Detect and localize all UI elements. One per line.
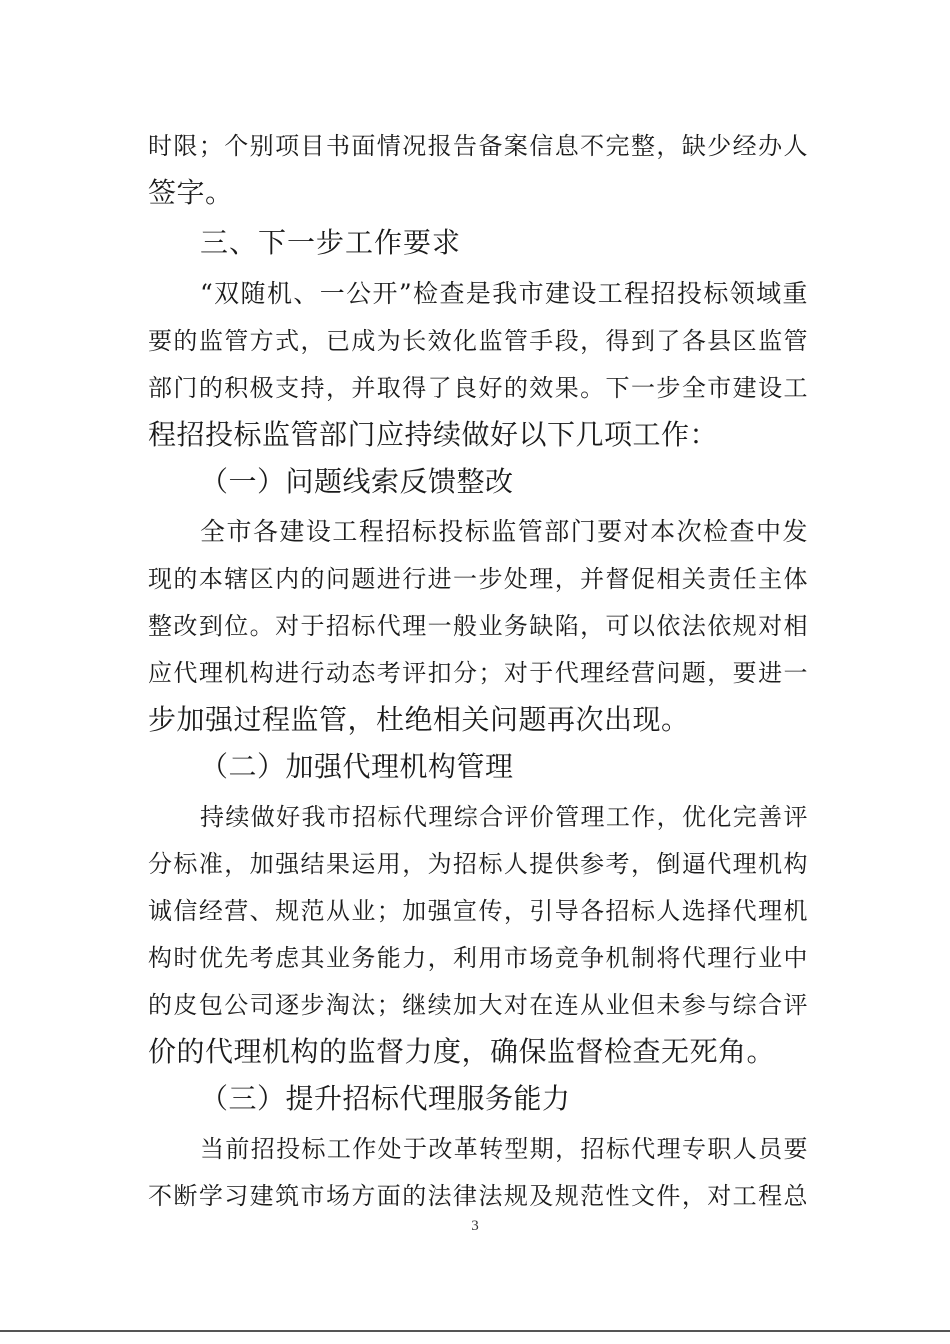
- section-heading: 三、下一步工作要求: [200, 226, 462, 259]
- body-line: 步加强过程监管，杜绝相关问题再次出现。: [148, 703, 690, 736]
- body-line: 的皮包公司逐步淘汰；继续加大对在连从业但未参与综合评: [148, 991, 808, 1019]
- body-line: 程招投标监管部门应持续做好以下几项工作：: [148, 418, 719, 451]
- subsection-heading: （一）问题线索反馈整改: [200, 465, 514, 498]
- body-line: 构时优先考虑其业务能力，利用市场竞争机制将代理行业中: [148, 944, 808, 972]
- page-number: 3: [471, 1218, 479, 1234]
- body-line: 整改到位。对于招标代理一般业务缺陷，可以依法依规对相: [148, 612, 808, 640]
- body-line: 持续做好我市招标代理综合评价管理工作，优化完善评: [200, 803, 808, 831]
- body-line: 全市各建设工程招标投标监管部门要对本次检查中发: [200, 517, 808, 546]
- body-line: 应代理机构进行动态考评扣分；对于代理经营问题，要进一: [148, 659, 808, 687]
- subsection-heading: （三）提升招标代理服务能力: [200, 1082, 571, 1115]
- body-line: 不断学习建筑市场方面的法律法规及规范性文件，对工程总: [148, 1182, 808, 1210]
- body-line: 价的代理机构的监督力度，确保监督检查无死角。: [148, 1035, 776, 1068]
- body-line: 现的本辖区内的问题进行进一步处理，并督促相关责任主体: [148, 565, 808, 593]
- body-line: 当前招投标工作处于改革转型期，招标代理专职人员要: [200, 1135, 808, 1163]
- body-line: 要的监管方式，已成为长效化监管手段，得到了各县区监管: [148, 327, 808, 355]
- scan-edge-divider: [0, 1330, 950, 1332]
- body-line: 时限；个别项目书面情况报告备案信息不完整，缺少经办人: [148, 132, 808, 160]
- body-line: 分标准，加强结果运用，为招标人提供参考，倒逼代理机构: [148, 850, 808, 878]
- body-line: 部门的积极支持，并取得了良好的效果。下一步全市建设工: [148, 374, 808, 402]
- body-line: 签字。: [148, 176, 234, 209]
- body-line: 诚信经营、规范从业；加强宣传，引导各招标人选择代理机: [148, 897, 808, 925]
- subsection-heading: （二）加强代理机构管理: [200, 750, 514, 783]
- body-line: “双随机、一公开”检查是我市建设工程招投标领域重: [200, 279, 808, 308]
